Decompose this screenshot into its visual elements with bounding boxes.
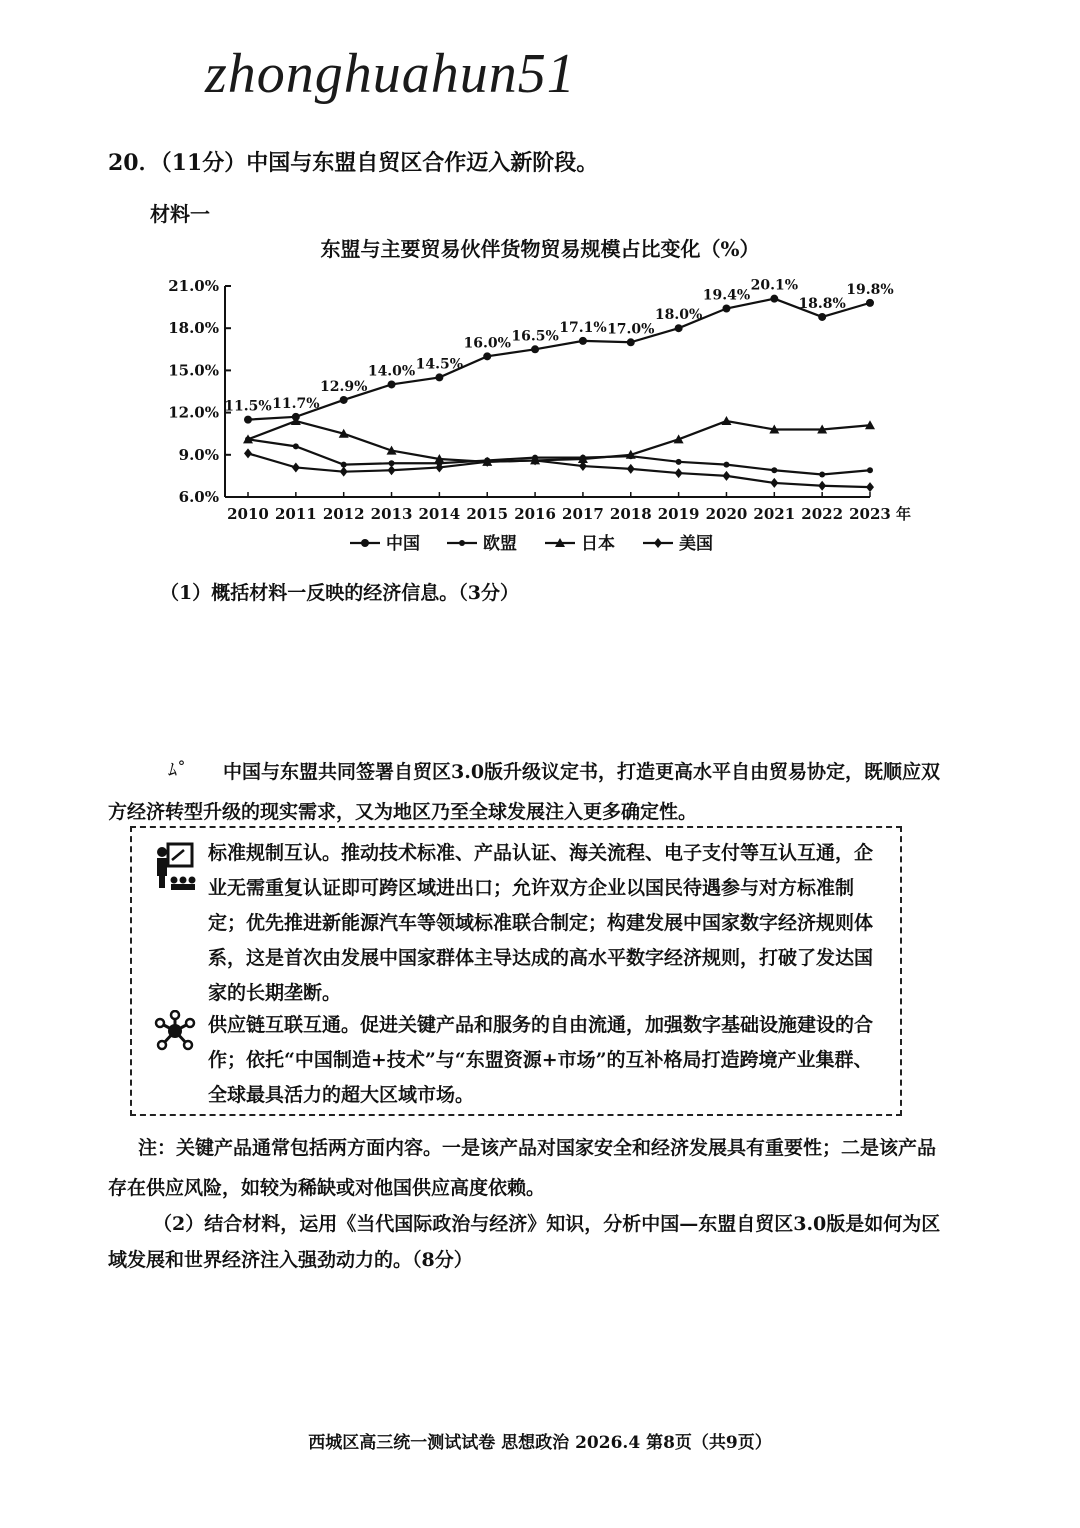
data-point-series-1 bbox=[771, 467, 777, 473]
data-point-series-0 bbox=[866, 299, 874, 307]
data-point-series-3 bbox=[340, 467, 348, 477]
x-tick-label: 2012 bbox=[322, 505, 365, 523]
x-tick-label: 2011 bbox=[274, 505, 317, 523]
legend-marker bbox=[361, 539, 369, 547]
data-label: 20.1% bbox=[750, 277, 799, 294]
box-paragraph-supply-chain: 供应链互联互通。促进关键产品和服务的自由流通，加强数字基础设施建设的合作；依托“中国制造+技术”与“东盟资源+市场”的互补格局打造跨境产业集群、全球最具活力的超大区域市场。 bbox=[208, 1014, 874, 1106]
legend-marker bbox=[459, 540, 465, 546]
data-point-series-0 bbox=[483, 352, 491, 360]
data-point-series-1 bbox=[293, 443, 299, 449]
x-tick-label: 2021 bbox=[753, 505, 796, 523]
y-tick-label: 15.0% bbox=[168, 361, 219, 380]
material-1-label: 材料一 bbox=[150, 202, 210, 226]
data-point-series-0 bbox=[340, 396, 348, 404]
legend-label: 中国 bbox=[386, 534, 420, 554]
legend-label: 欧盟 bbox=[483, 534, 517, 554]
data-label: 17.1% bbox=[559, 319, 607, 336]
data-point-series-1 bbox=[676, 459, 682, 465]
y-tick-label: 6.0% bbox=[178, 488, 219, 506]
legend-marker bbox=[654, 538, 662, 548]
material-2-box bbox=[130, 826, 902, 1116]
data-point-series-0 bbox=[388, 380, 396, 388]
data-point-series-0 bbox=[531, 345, 539, 353]
y-tick-label: 12.0% bbox=[168, 403, 219, 422]
x-tick-label: 2020 bbox=[705, 505, 748, 523]
line-chart bbox=[0, 0, 1080, 570]
network-hub-icon bbox=[154, 1010, 196, 1052]
question-title: 20．（11分）中国与东盟自贸区合作迈入新阶段。 bbox=[108, 150, 599, 176]
data-label: 16.5% bbox=[511, 328, 559, 345]
material-2-intro: 中国与东盟共同签署自贸区3.0版升级议定书，打造更高水平自由贸易协定，既顺应双方经济转型升级的现实需求，又为地区乃至全球发展注入更多确定性。 bbox=[108, 761, 941, 823]
data-label: 11.7% bbox=[272, 395, 320, 412]
data-point-series-1 bbox=[723, 462, 729, 468]
y-tick-label: 21.0% bbox=[168, 277, 219, 295]
series-line-2 bbox=[248, 421, 870, 462]
x-tick-label: 2019 bbox=[657, 505, 700, 523]
data-point-series-0 bbox=[818, 313, 826, 321]
x-tick-label: 2014 bbox=[418, 505, 461, 523]
data-label: 19.4% bbox=[702, 287, 751, 304]
data-point-series-1 bbox=[867, 467, 873, 473]
data-point-series-3 bbox=[244, 448, 252, 458]
data-label: 14.0% bbox=[367, 363, 416, 380]
data-point-series-3 bbox=[722, 471, 730, 481]
data-label: 19.8% bbox=[846, 281, 894, 298]
data-label: 12.9% bbox=[319, 378, 368, 395]
data-point-series-0 bbox=[627, 338, 635, 346]
x-tick-label: 2022 bbox=[801, 505, 844, 523]
x-tick-label: 2013 bbox=[370, 505, 413, 523]
data-label: 17.0% bbox=[607, 321, 655, 338]
x-tick-label: 2015 bbox=[466, 505, 509, 523]
data-point-series-0 bbox=[770, 295, 778, 303]
data-point-series-0 bbox=[722, 305, 730, 313]
y-tick-label: 18.0% bbox=[168, 319, 219, 338]
data-point-series-2 bbox=[721, 416, 731, 425]
watermark-text: zhonghuahun51 bbox=[205, 43, 576, 105]
data-point-series-3 bbox=[770, 478, 778, 488]
legend-label: 美国 bbox=[679, 534, 713, 554]
data-point-series-0 bbox=[244, 416, 252, 424]
chart-title: 东盟与主要贸易伙伴货物贸易规模占比变化（%） bbox=[320, 237, 760, 261]
data-label: 11.5% bbox=[224, 398, 272, 415]
x-tick-label: 2016 bbox=[514, 505, 556, 523]
data-label: 18.0% bbox=[654, 307, 703, 324]
x-tick-label: 2017 bbox=[562, 505, 604, 523]
data-label: 16.0% bbox=[463, 335, 511, 352]
data-label: 18.8% bbox=[798, 295, 846, 312]
x-tick-label: 2018 bbox=[609, 505, 652, 523]
data-label: 14.5% bbox=[415, 356, 464, 373]
data-point-series-0 bbox=[675, 324, 683, 332]
x-tick-label: 2023 bbox=[849, 505, 891, 523]
data-point-series-1 bbox=[819, 471, 825, 477]
data-point-series-3 bbox=[627, 464, 635, 474]
box-paragraph-standards: 标准规制互认。推动技术标准、产品认证、海关流程、电子支付等互认互通，企业无需重复认证即可跨区域进出口；允许双方企业以国民待遇参与对方标准制定；优先推进新能源汽车等领域标准联合制定；构建发展中国家数字经济规则体系，这是首次由发展中国家群体主导达成的高水平数字经济规则，打破了发达国家的长期垄断。 bbox=[208, 842, 874, 1004]
sub-question-2: （2）结合材料，运用《当代国际政治与经济》知识，分析中国—东盟自贸区3.0版是如何为区域发展和世界经济注入强劲动力的。（8分） bbox=[108, 1213, 941, 1271]
y-tick-label: 9.0% bbox=[178, 445, 219, 464]
data-point-series-3 bbox=[866, 482, 874, 492]
data-point-series-0 bbox=[579, 337, 587, 345]
x-axis-suffix: 年 bbox=[896, 505, 912, 523]
data-point-series-3 bbox=[818, 481, 826, 491]
data-point-series-3 bbox=[675, 468, 683, 478]
note-text: 注：关键产品通常包括两方面内容。一是该产品对国家安全和经济发展具有重要性；二是该产品存在供应风险，如较为稀缺或对他国供应高度依赖。 bbox=[108, 1137, 937, 1199]
x-tick-label: 2010 bbox=[227, 505, 269, 523]
data-point-series-3 bbox=[292, 462, 300, 472]
sub-question-1: （1）概括材料一反映的经济信息。（3分） bbox=[160, 582, 519, 604]
data-point-series-3 bbox=[388, 465, 396, 475]
data-point-series-0 bbox=[435, 373, 443, 381]
legend-label: 日本 bbox=[581, 534, 615, 554]
material-2-mark: ﾑ˚ bbox=[168, 760, 186, 781]
page-footer: 西城区高三统一测试试卷 思想政治 2026.4 第8页（共9页） bbox=[308, 1433, 772, 1453]
teacher-board-icon bbox=[154, 842, 196, 894]
